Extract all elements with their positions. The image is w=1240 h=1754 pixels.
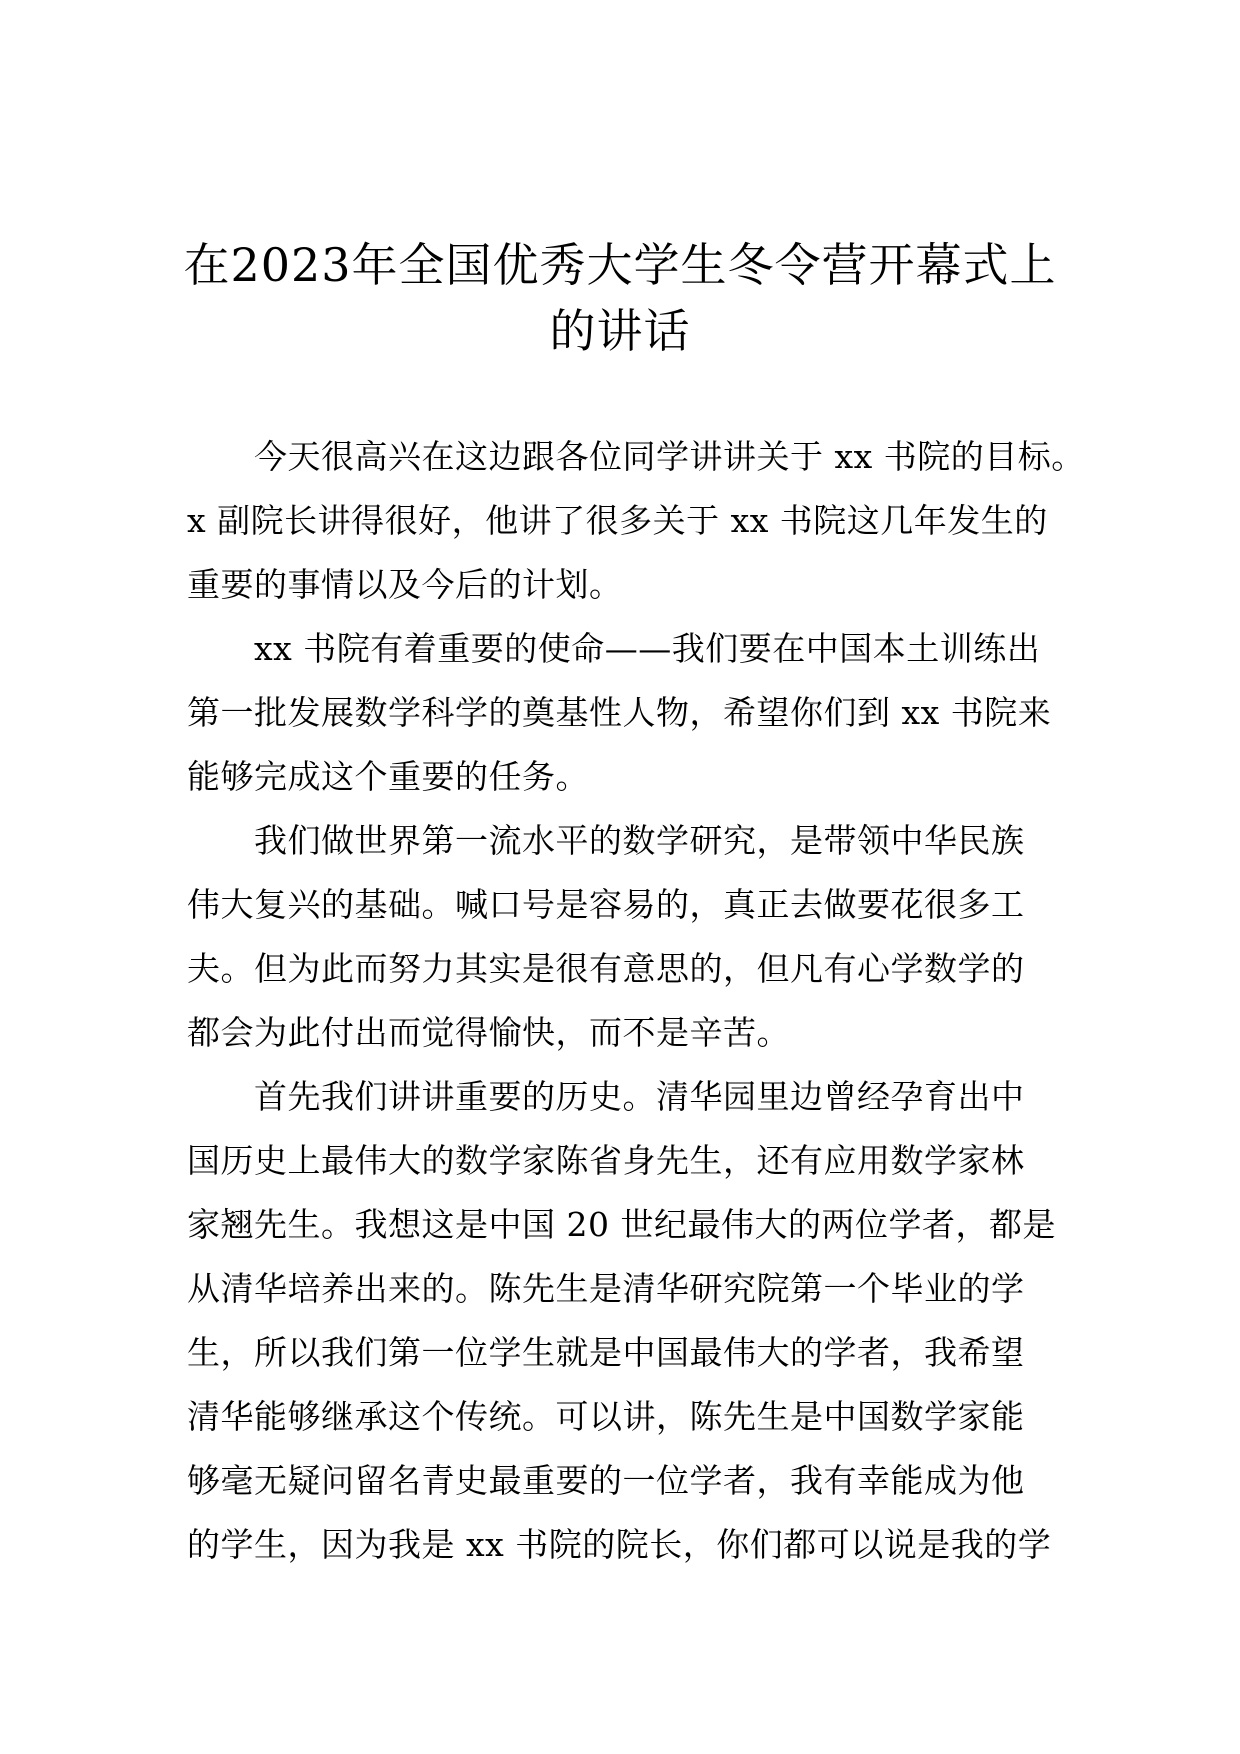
text-line: xx 书院有着重要的使命——我们要在中国本土训练出: [254, 629, 1041, 668]
title-line-2: 的讲话: [549, 304, 691, 358]
text-line: x 副院长讲得很好，他讲了很多关于 xx 书院这几年发生的: [187, 501, 1048, 540]
text-line: 第一批发展数学科学的奠基性人物，希望你们到 xx 书院来: [187, 693, 1052, 732]
text-line: 伟大复兴的基础。喊口号是容易的，真正去做要花很多工: [187, 885, 1025, 924]
paragraph-2: [187, 617, 1057, 809]
text-line: 从清华培养出来的。陈先生是清华研究院第一个毕业的学: [187, 1269, 1025, 1308]
document-title: [160, 232, 1080, 364]
text-line: 我们做世界第一流水平的数学研究，是带领中华民族: [254, 821, 1025, 860]
text-line: 夫。但为此而努力其实是很有意思的，但凡有心学数学的: [187, 949, 1025, 988]
text-line: 今天很高兴在这边跟各位同学讲讲关于 xx 书院的目标。: [254, 437, 1085, 476]
text-line: 家翘先生。我想这是中国 20 世纪最伟大的两位学者，都是: [187, 1205, 1056, 1244]
text-line: 的学生，因为我是 xx 书院的院长，你们都可以说是我的学: [187, 1525, 1052, 1564]
text-line: 能够完成这个重要的任务。: [187, 757, 589, 796]
text-line: 生，所以我们第一位学生就是中国最伟大的学者，我希望: [187, 1333, 1025, 1372]
paragraph-1: [187, 425, 1085, 617]
text-line: 够毫无疑问留名青史最重要的一位学者，我有幸能成为他: [187, 1461, 1025, 1500]
paragraph-3: [187, 809, 1057, 1065]
title-line-1: 在2023年全国优秀大学生冬令营开幕式上: [183, 238, 1057, 292]
text-line: 都会为此付出而觉得愉快，而不是辛苦。: [187, 1013, 790, 1052]
paragraph-4: [187, 1065, 1057, 1577]
text-line: 国历史上最伟大的数学家陈省身先生，还有应用数学家林: [187, 1141, 1025, 1180]
text-line: 清华能够继承这个传统。可以讲，陈先生是中国数学家能: [187, 1397, 1025, 1436]
document-body: [187, 425, 1085, 1577]
text-line: 首先我们讲讲重要的历史。清华园里边曾经孕育出中: [254, 1077, 1025, 1116]
text-line: 重要的事情以及今后的计划。: [187, 565, 623, 604]
